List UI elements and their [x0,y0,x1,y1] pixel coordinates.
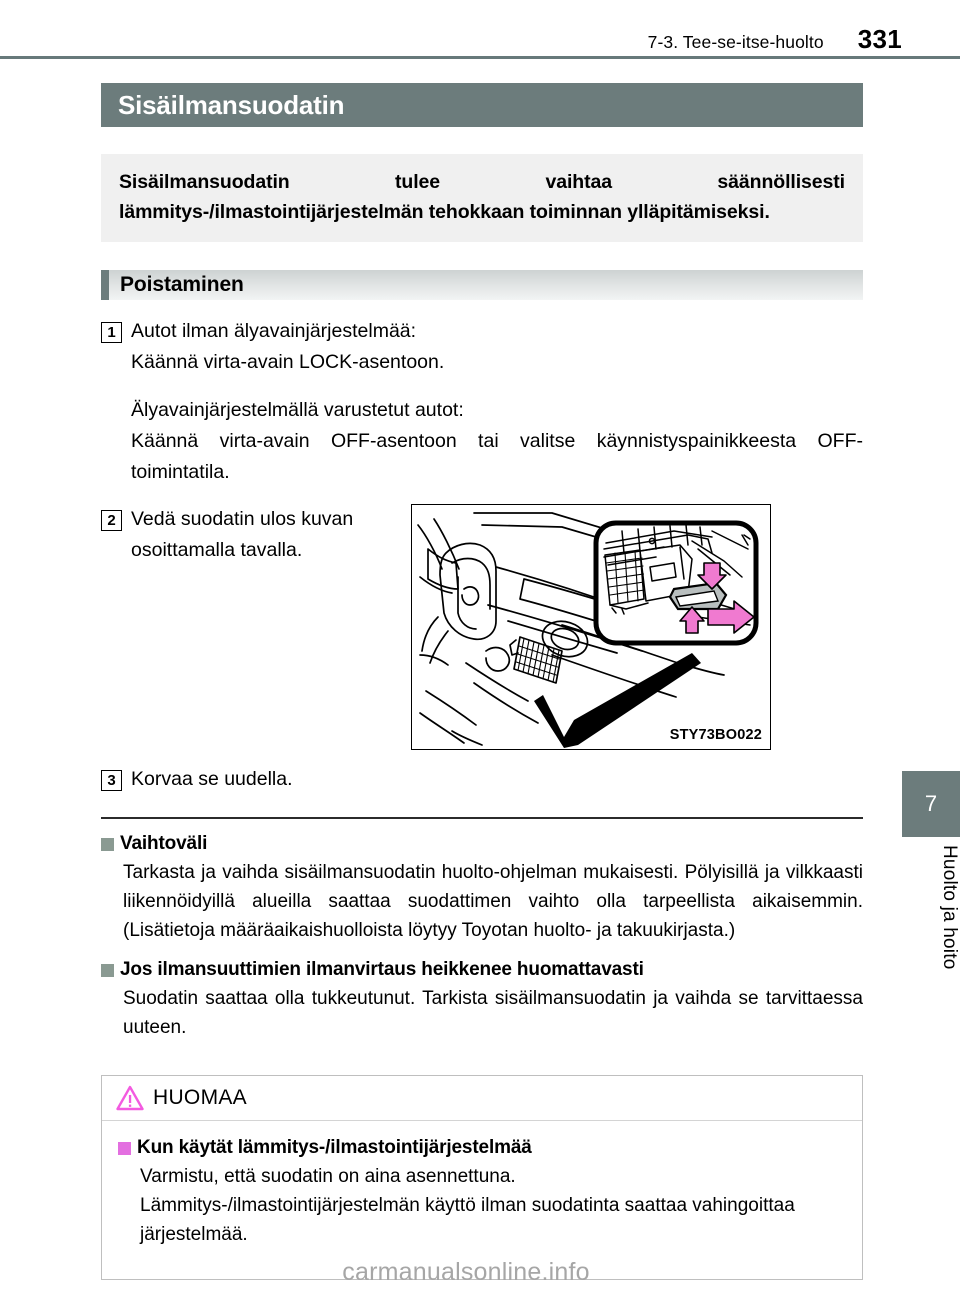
notice-label: HUOMAA [153,1086,247,1109]
step-item-with-figure [101,504,863,750]
section-title-band [101,83,863,127]
intro-panel [101,154,863,242]
step-item [101,504,399,566]
dashboard-illustration [412,505,769,748]
notice-line-2: Lämmitys-/ilmastointijärjestelmän käyttö ilman suodatinta saattaa vahingoittaa järjestelmää. [140,1195,795,1245]
subsection-label: Poistaminen [120,273,244,296]
page-number: 331 [857,24,902,54]
footer-watermark: carmanualsonline.info [342,1258,590,1286]
notice-item-heading [118,1137,844,1159]
notice-item-label: Kun käytät lämmitys-/ilmastointijärjestelmää [137,1137,532,1158]
step-number-badge: 1 [101,322,122,343]
chapter-tab-caption: Huolto ja hoito [939,845,960,970]
notice-box [101,1075,863,1280]
step-body [131,316,863,488]
notice-line-1: Varmistu, että suodatin on aina asennettuna. [140,1166,516,1187]
running-head [0,24,960,54]
figure-code: STY73BO022 [669,727,762,743]
note-heading-label: Jos ilmansuuttimien ilmanvirtaus heikkenee huomattavasti [120,959,644,980]
step-number-badge: 2 [101,510,122,531]
note-block [101,959,863,1042]
note-block [101,833,863,945]
step-1-block-b [131,395,863,488]
step-1-line-3: Älyavainjärjestelmällä varustetut autot: [131,399,464,421]
header-section-title: 7-3. Tee-se-itse-huolto [647,32,824,52]
subsection-edge-marker [101,270,109,300]
step-item [101,316,863,488]
step-item [101,764,863,795]
chapter-tab [902,771,960,837]
square-bullet-icon [101,964,114,977]
square-bullet-icon [118,1142,131,1155]
warning-triangle-icon [116,1085,144,1111]
note-heading [101,833,863,855]
page-content [101,83,863,1280]
figure-filter-removal [411,504,771,750]
note-body: Suodatin saattaa olla tukkeutunut. Tarkista sisäilmansuodatin ja vaihda se tarvittaessa uuteen. [123,988,863,1038]
page-title: Sisäilmansuodatin [118,89,345,120]
step-list [101,316,863,795]
subsection-header [101,270,863,300]
magnified-callout [596,523,756,643]
chapter-number: 7 [924,791,938,816]
step-1-line-4: Käännä virta-avain OFF-asentoon tai valitse käynnistyspainikkeesta OFF-toimintatila. [131,430,863,483]
note-body: Tarkasta ja vaihda sisäilmansuodatin huolto-ohjelman mukaisesti. Pölyisillä ja vilkkaasti liikennöidyillä alueilla saattaa suodattimen vaihto olla tarpeellista aikaisemmin. (Lisätietoja määräaikaishuolloista löytyy Toyotan huolto- ja takuukirjasta.) [123,862,863,941]
intro-text: Sisäilmansuodatin tulee vaihtaa säännöllisesti lämmitys-/ilmastointijärjestelmän tehokkaan toiminnan ylläpitämiseksi. [119,171,845,223]
step-number-badge: 3 [101,770,122,791]
note-heading-label: Vaihtoväli [120,833,208,854]
note-heading [101,959,863,981]
section-divider [101,817,863,819]
header-rule [0,56,960,59]
step-1-line-1: Autot ilman älyavainjärjestelmää: [131,320,417,342]
step-1-block-a [131,316,863,378]
square-bullet-icon [101,838,114,851]
notice-header [102,1076,862,1121]
step-3-text: Korvaa se uudella. [131,768,293,790]
notice-body [102,1121,862,1279]
step-1-line-2: Käännä virta-avain LOCK-asentoon. [131,351,445,373]
step-2-text: Vedä suodatin ulos kuvan osoittamalla tavalla. [131,508,354,561]
